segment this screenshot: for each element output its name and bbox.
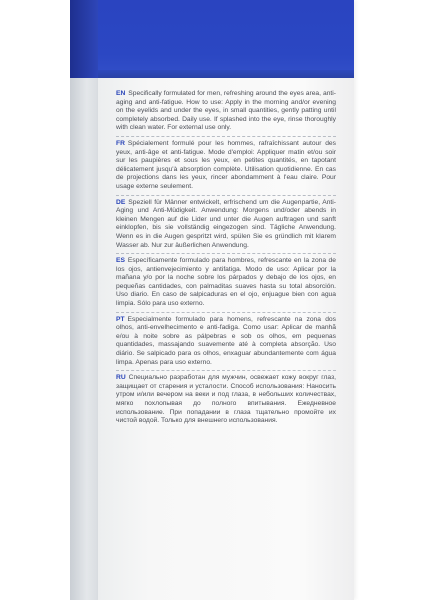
paragraph-text: Speziell für Männer entwickelt, erfrischend um die Augenpartie, Anti-Aging und Anti-Müdigkeit. Anwendung: Morgens und/oder abends in kleinen Mengen auf die Lider und unter die Augen auftragen und sanft einklopfen, bis sie vollständig eingezogen sind. Tägliche Anwendung. Wenn es in die Augen gespritzt wird, spülen Sie es gründlich mit klarem Wasser ab. Nur zur äußerlichen Anwendung. — [116, 198, 336, 249]
lang-code: RU — [116, 374, 126, 382]
lang-code: ES — [116, 257, 125, 265]
paragraph-text: Especialmente formulado para homens, refrescante na zona dos olhos, anti-envelhecimento e anti-fadiga. Como usar: Aplicar de manhã e/ou à noite sobre as pálpebras e sob os olhos, em pequenas quantidades, massajando suavemente até à completa absorção. Uso diário. Se salpicado para os olhos, enxaguar abundantemente com água limpa. Apenas para uso externo. — [116, 315, 336, 366]
paragraph-de — [116, 199, 336, 251]
paragraph-text: Specifically formulated for men, refreshing around the eyes area, anti-aging and anti-fatigue. How to use: Apply in the morning and/or evening on the eyelids and under the eyes, in small quantities, gently patting until completely absorbed. Daily use. If splashed into the eye, rinse thoroughly with clean water. For external use only. — [116, 90, 336, 132]
divider — [116, 370, 336, 371]
paragraph-text: Spécialement formulé pour les hommes, rafraîchissant autour des yeux, anti-âge et anti-fatigue. Mode d'emploi: Appliquer matin et/ou soir sur les paupières et sous les yeux, en petites quantités, en tapotant délicatement jusqu'à absorption complète. Utilisation quotidienne. En cas de projections dans les yeux, rincer abondamment à l'eau claire. Pour usage externe seulement. — [116, 139, 336, 190]
lang-code: EN — [116, 90, 126, 97]
divider — [116, 253, 336, 254]
divider — [116, 312, 336, 313]
carton-blue-cap — [98, 0, 354, 78]
lang-code: FR — [116, 139, 125, 147]
paragraph-pt — [116, 316, 336, 368]
paragraph-en — [116, 90, 336, 133]
divider — [116, 136, 336, 137]
usage-instructions — [116, 90, 336, 426]
paragraph-text: Específicamente formulado para hombres, refrescante en la zona de los ojos, antienvejecimiento y antifatiga. Modo de uso: Aplicar por la mañana y/o por la noche sobre los párpados y debajo de los ojos, en pequeñas cantidades, con palmaditas suaves hasta su total absorción. Uso diario. En caso de salpicaduras en el ojo, enjuague bien con agua limpia. Sólo para uso externo. — [116, 257, 336, 308]
carton-cap-side — [70, 0, 98, 78]
lang-code: DE — [116, 198, 126, 206]
paragraph-es — [116, 257, 336, 309]
carton-side-panel — [70, 0, 98, 600]
paragraph-text: Специально разработан для мужчин, освежает кожу вокруг глаз, защищает от старения и усталости. Способ использования: Наносить утром и/или вечером на веки и под глаза, в небольших количествах, мягко похлопывая до полного впитывания. Ежедневное использование. При попадании в глаза тщательно промойте их чистой водой. Только для внешнего использования. — [116, 374, 336, 425]
carton-cap-edge-shadow — [98, 70, 354, 78]
divider — [116, 195, 336, 196]
lang-code: PT — [116, 315, 125, 323]
paragraph-fr — [116, 140, 336, 192]
paragraph-ru — [116, 374, 336, 426]
